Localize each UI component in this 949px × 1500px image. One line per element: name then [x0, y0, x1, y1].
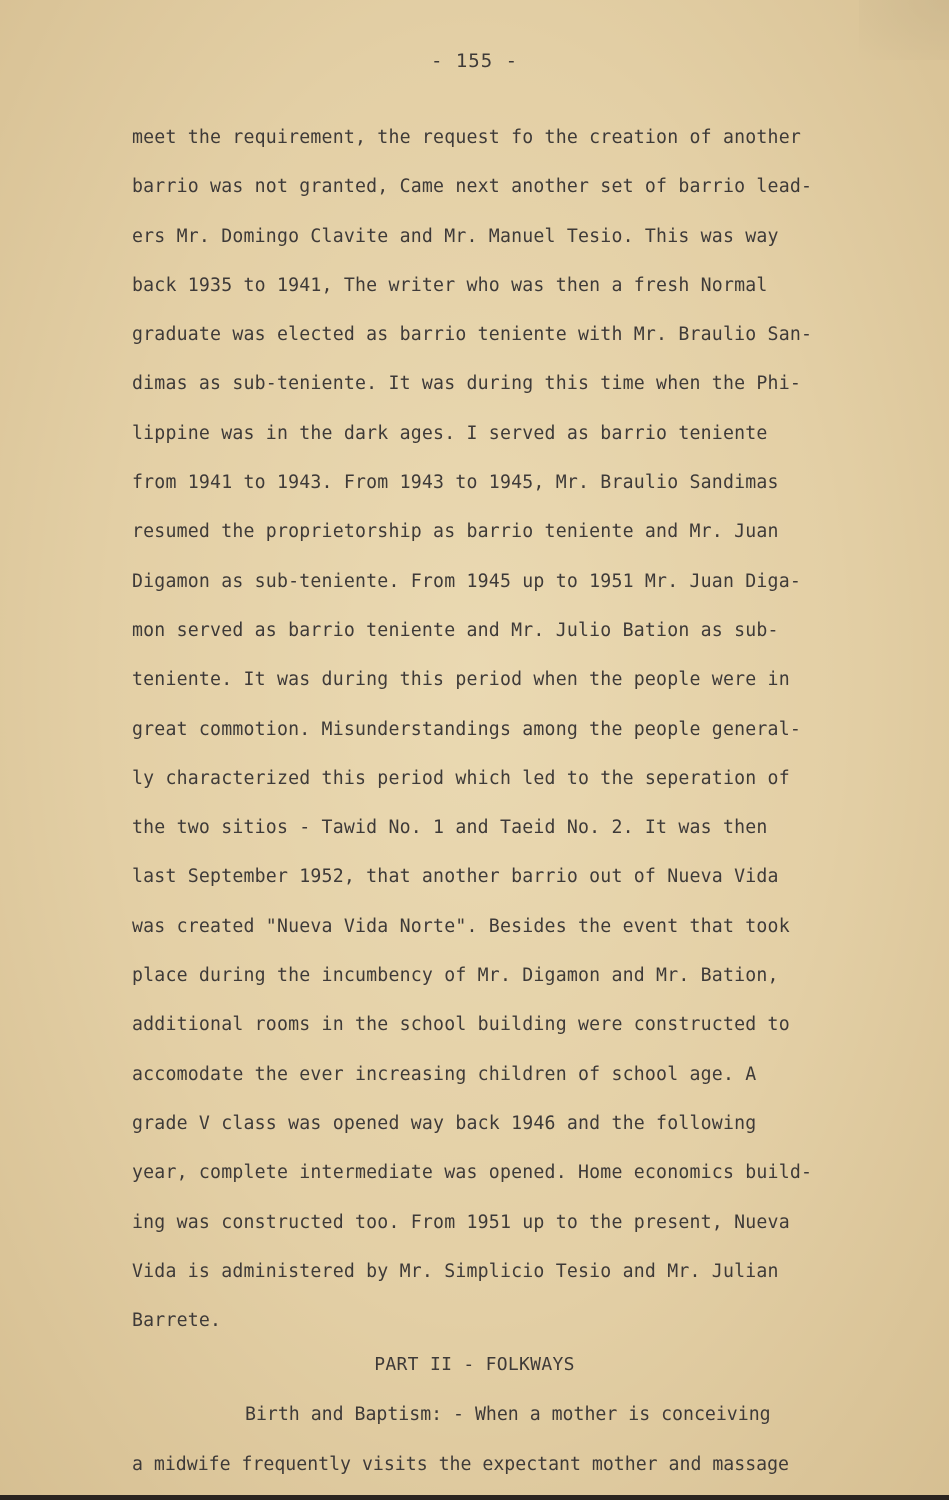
text-line: ers Mr. Domingo Clavite and Mr. Manuel Tesio. This was way — [132, 225, 779, 247]
text-line: a midwife frequently visits the expectant mother and massage — [132, 1454, 789, 1475]
text-line: additional rooms in the school building were constructed to — [132, 1014, 790, 1036]
text-line: barrio was not granted, Came next another set of barrio lead- — [132, 176, 813, 198]
text-line: accomodate the ever increasing children of school age. A — [132, 1063, 757, 1085]
text-line: resumed the proprietorship as barrio teniente and Mr. Juan — [132, 521, 779, 543]
text-line: from 1941 to 1943. From 1943 to 1945, Mr. Braulio Sandimas — [132, 472, 779, 494]
page-bottom-edge — [0, 1495, 949, 1500]
text-line: last September 1952, that another barrio out of Nueva Vida — [132, 866, 779, 888]
text-line: grade V class was opened way back 1946 and the following — [132, 1112, 757, 1134]
text-line: year, complete intermediate was opened. Home economics build- — [132, 1162, 813, 1184]
section-heading: PART II - FOLKWAYS — [374, 1354, 575, 1375]
text-line: back 1935 to 1941, The writer who was then a fresh Normal — [132, 274, 768, 296]
text-line: Digamon as sub-teniente. From 1945 up to 1951 Mr. Juan Diga- — [132, 570, 801, 592]
text-line: ing was constructed too. From 1951 up to the present, Nueva — [132, 1211, 790, 1233]
text-line: graduate was elected as barrio teniente with Mr. Braulio San- — [132, 324, 813, 346]
text-line: great commotion. Misunderstandings among the people general- — [132, 718, 801, 740]
text-line: meet the requirement, the request fo the creation of another — [132, 127, 801, 148]
subsection-line: Birth and Baptism: - When a mother is conceiving — [245, 1404, 771, 1425]
body-text — [132, 118, 892, 1350]
text-line: was created "Nueva Vida Norte". Besides the event that took — [132, 915, 790, 937]
text-line: lippine was in the dark ages. I served as barrio teniente — [132, 422, 768, 444]
page-number: - 155 - — [430, 50, 519, 72]
text-line: the two sitios - Tawid No. 1 and Taeid No. 2. It was then — [132, 817, 768, 839]
text-line: Barrete. — [132, 1310, 222, 1332]
text-line: place during the incumbency of Mr. Digamon and Mr. Bation, — [132, 965, 779, 987]
text-line: ly characterized this period which led to the seperation of — [132, 767, 790, 789]
text-line: mon served as barrio teniente and Mr. Julio Bation as sub- — [132, 619, 779, 641]
text-line: teniente. It was during this period when the people were in — [132, 669, 790, 691]
text-line: Vida is administered by Mr. Simplicio Tesio and Mr. Julian — [132, 1260, 779, 1282]
text-line: dimas as sub-teniente. It was during this time when the Phi- — [132, 373, 801, 395]
